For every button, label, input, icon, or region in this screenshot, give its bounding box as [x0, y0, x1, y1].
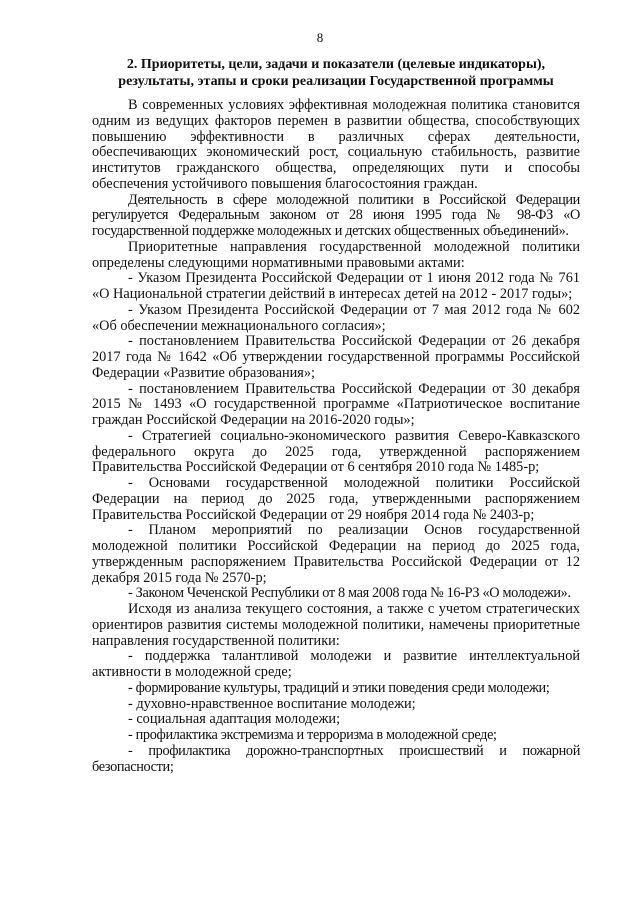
paragraph: Деятельность в сфере молодежной политики в Российской Федерации регулируется Федеральным законом от 28 июня 1995 года № 98-ФЗ «О государственной поддержке молодежных и детских общественных объединений». — [92, 191, 580, 239]
list-item: - профилактика экстремизма и терроризма в молодежной среде; — [128, 727, 497, 743]
section-heading: 2. Приоритеты, цели, задачи и показатели (целевые индикаторы), результаты, этапы и сроки реализации Государственной программы — [118, 57, 554, 89]
list-item: - постановлением Правительства Российской Федерации от 30 декабря 2015 № 1493 «О государственной программе «Патриотическое воспитание граждан Российской Федерации на 2016-2020 годы»; — [92, 380, 580, 428]
list-item: - Законом Чеченской Республики от 8 мая 2008 года № 16-РЗ «О молодежи». — [128, 585, 571, 602]
list-item: - Указом Президента Российской Федерации от 7 мая 2012 года № 602 «Об обеспечении межнационального согласия»; — [92, 301, 580, 334]
paragraph: Исходя из анализа текущего состояния, а также с учетом стратегических ориентиров развития системы молодежной политики, намечены приоритетные направления государственной политики: — [92, 601, 580, 649]
page-number: 8 — [316, 30, 324, 45]
list-item: - Стратегией социально-экономического развития Северо-Кавказского федерального округа до 2025 года, утвержденной распоряжением Правительства Российской Федерации от 6 сентября 2010 года № 1485-р; — [92, 427, 580, 476]
list-item: - поддержка талантливой молодежи и развитие интеллектуальной активности в молодежной среде; — [92, 648, 580, 680]
list-item: - профилактика дорожно-транспортных происшествий и пожарной безопасности; — [92, 742, 580, 775]
paragraph: Приоритетные направления государственной молодежной политики определены следующими нормативными правовыми актами: — [92, 238, 580, 271]
list-item: - Основами государственной молодежной политики Российской Федерации на период до 2025 года, утвержденными распоряжением Правительства Российской Федерации от 29 ноября 2014 года № 2403-р; — [92, 475, 580, 523]
list-item: - постановлением Правительства Российской Федерации от 26 декабря 2017 года № 1642 «Об утверждении государственной программы Российской Федерации «Развитие образования»; — [92, 333, 580, 381]
list-item: - формирование культуры, традиций и этики поведения среди молодежи; — [128, 679, 550, 696]
document-body — [92, 98, 580, 775]
list-item: - Указом Президента Российской Федерации от 1 июня 2012 года № 761 «О Национальной стратегии действий в интересах детей на 2012 - 2017 годы»; — [92, 270, 580, 302]
list-item: - Планом мероприятий по реализации Основ государственной молодежной политики Российской Федерации на период до 2025 года, утвержденным распоряжением Правительства Российской Федерации от 12 декабря 2015 года № 2570-р; — [92, 522, 580, 586]
paragraph: В современных условиях эффективная молодежная политика становится одним из ведущих факторов перемен в развитии общества, способствующих повышению эффективности в различных сферах деятельности, обеспечивающих экономический рост, социальную стабильность, развитие институтов гражданского общества, определяющих пути и способы обеспечения устойчивого повышения благосостояния граждан. — [92, 97, 580, 192]
list-item: - социальная адаптация молодежи; — [128, 711, 341, 728]
list-item: - духовно-нравственное воспитание молодежи; — [128, 695, 416, 712]
